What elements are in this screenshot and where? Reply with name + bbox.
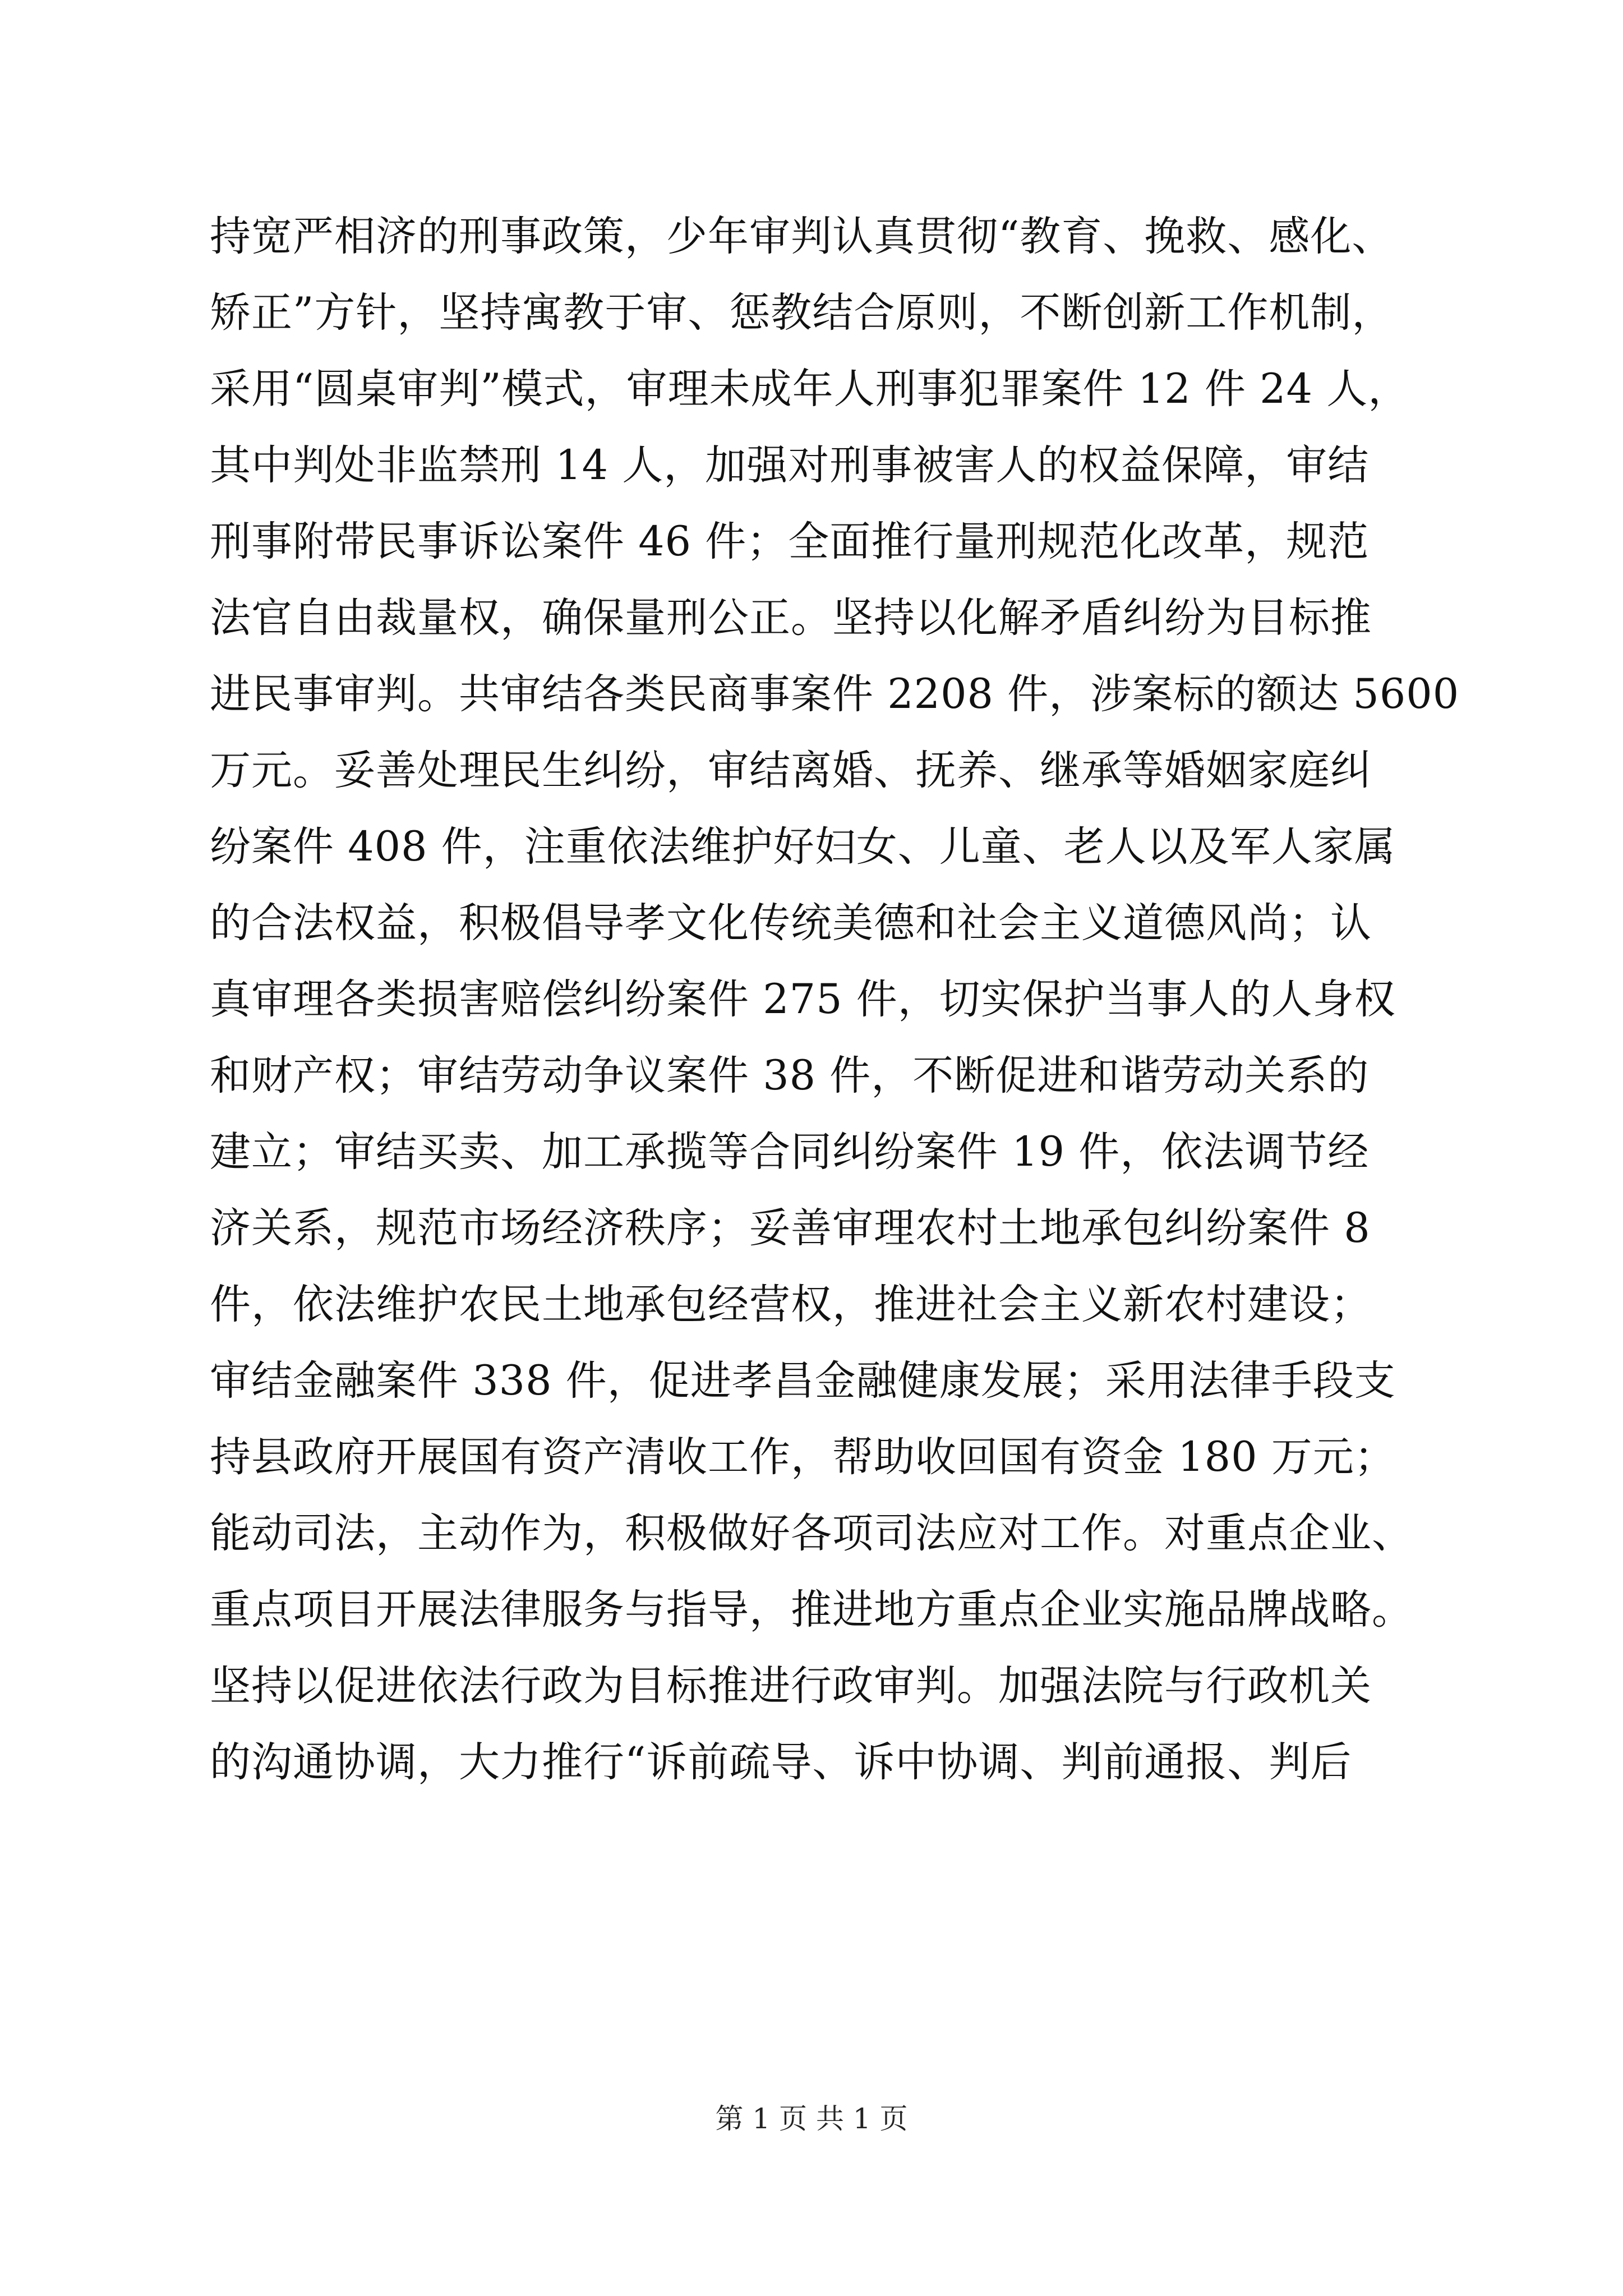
text-line: 采用“圆桌审判”模式，审理未成年人刑事犯罪案件 12 件 24 人， (210, 365, 1410, 413)
text-line: 坚持以促进依法行政为目标推进行政审判。加强法院与行政机关 (210, 1662, 1372, 1710)
page-number-label: 第 1 页 共 1 页 (715, 2102, 908, 2135)
text-line: 的合法权益，积极倡导孝文化传统美德和社会主义道德风尚；认 (210, 899, 1372, 947)
text-line: 矫正”方针，坚持寓教于审、惩教结合原则，不断创新工作机制， (210, 289, 1394, 337)
text-line: 进民事审判。共审结各类民商事案件 2208 件，涉案标的额达 5600 (210, 670, 1460, 718)
text-line: 审结金融案件 338 件，促进孝昌金融健康发展；采用法律手段支 (210, 1357, 1396, 1405)
text-line: 其中判处非监禁刑 14 人，加强对刑事被害人的权益保障，审结 (210, 441, 1370, 489)
text-line: 能动司法，主动作为，积极做好各项司法应对工作。对重点企业、 (210, 1510, 1413, 1557)
text-line: 件，依法维护农民土地承包经营权，推进社会主义新农村建设； (210, 1281, 1372, 1328)
text-line: 和财产权；审结劳动争议案件 38 件，不断促进和谐劳动关系的 (210, 1052, 1370, 1099)
text-line: 刑事附带民事诉讼案件 46 件；全面推行量刑规范化改革，规范 (210, 518, 1370, 565)
page-footer (0, 2099, 1623, 2138)
text-line: 纷案件 408 件，注重依法维护好妇女、儿童、老人以及军人家属 (210, 823, 1396, 871)
text-line: 持县政府开展国有资产清收工作，帮助收回国有资金 180 万元； (210, 1433, 1396, 1481)
body-text (210, 199, 1460, 1801)
text-line: 的沟通协调，大力推行“诉前疏导、诉中协调、判前通报、判后 (210, 1738, 1352, 1786)
text-line: 济关系，规范市场经济秩序；妥善审理农村土地承包纠纷案件 8 (210, 1204, 1371, 1252)
text-line: 万元。妥善处理民生纠纷，审结离婚、抚养、继承等婚姻家庭纠 (210, 747, 1372, 794)
text-line: 法官自由裁量权，确保量刑公正。坚持以化解矛盾纠纷为目标推 (210, 594, 1372, 642)
text-line: 真审理各类损害赔偿纠纷案件 275 件，切实保护当事人的人身权 (210, 976, 1396, 1023)
text-line: 持宽严相济的刑事政策，少年审判认真贯彻“教育、挽救、感化、 (210, 213, 1394, 260)
text-line: 建立；审结买卖、加工承揽等合同纠纷案件 19 件，依法调节经 (210, 1128, 1370, 1176)
text-line: 重点项目开展法律服务与指导，推进地方重点企业实施品牌战略。 (210, 1586, 1413, 1634)
